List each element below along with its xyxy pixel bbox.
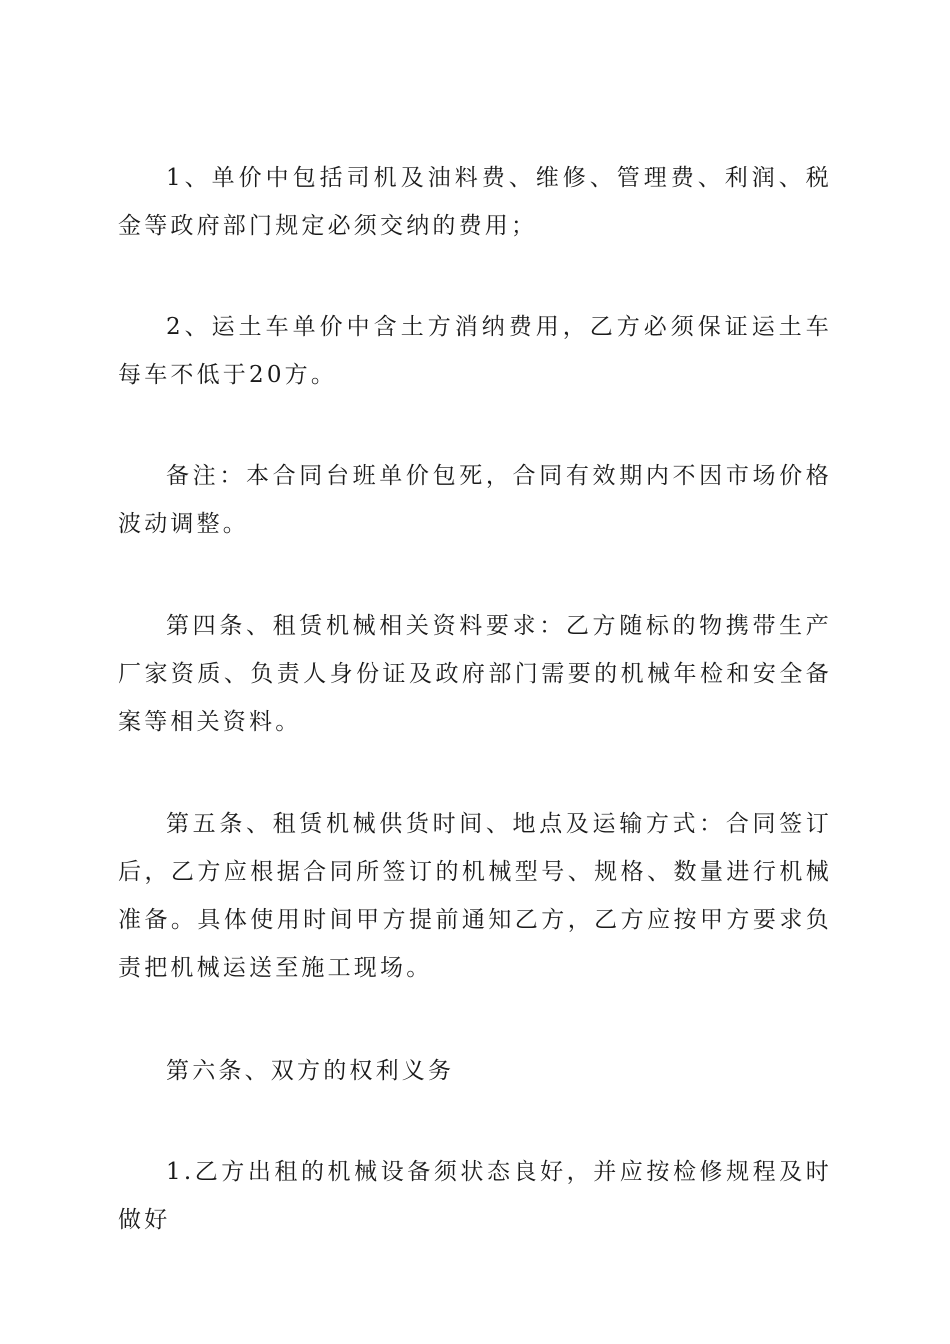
paragraph-article-six-heading: 第六条、双方的权利义务 xyxy=(166,1058,455,1084)
paragraph-unit-price-inclusions: 1、单价中包括司机及油料费、维修、管理费、利润、税金等政府部门规定必须交纳的费用； xyxy=(118,165,832,239)
paragraph-article-five: 第五条、租赁机械供货时间、地点及运输方式：合同签订后，乙方应根据合同所签订的机械型号、规格、数量进行机械准备。具体使用时间甲方提前通知乙方，乙方应按甲方要求负责把机械运送至施工现场。 xyxy=(118,811,832,981)
paragraph-remark: 备注：本合同台班单价包死，合同有效期内不因市场价格波动调整。 xyxy=(118,463,832,537)
paragraph-truck-earthwork: 2、运土车单价中含土方消纳费用，乙方必须保证运土车每车不低于20方。 xyxy=(118,314,832,388)
paragraph-article-four: 第四条、租赁机械相关资料要求：乙方随标的物携带生产厂家资质、负责人身份证及政府部门需要的机械年检和安全备案等相关资料。 xyxy=(118,613,832,735)
paragraph-article-six-item-one: 1.乙方出租的机械设备须状态良好，并应按检修规程及时做好 xyxy=(118,1159,832,1233)
